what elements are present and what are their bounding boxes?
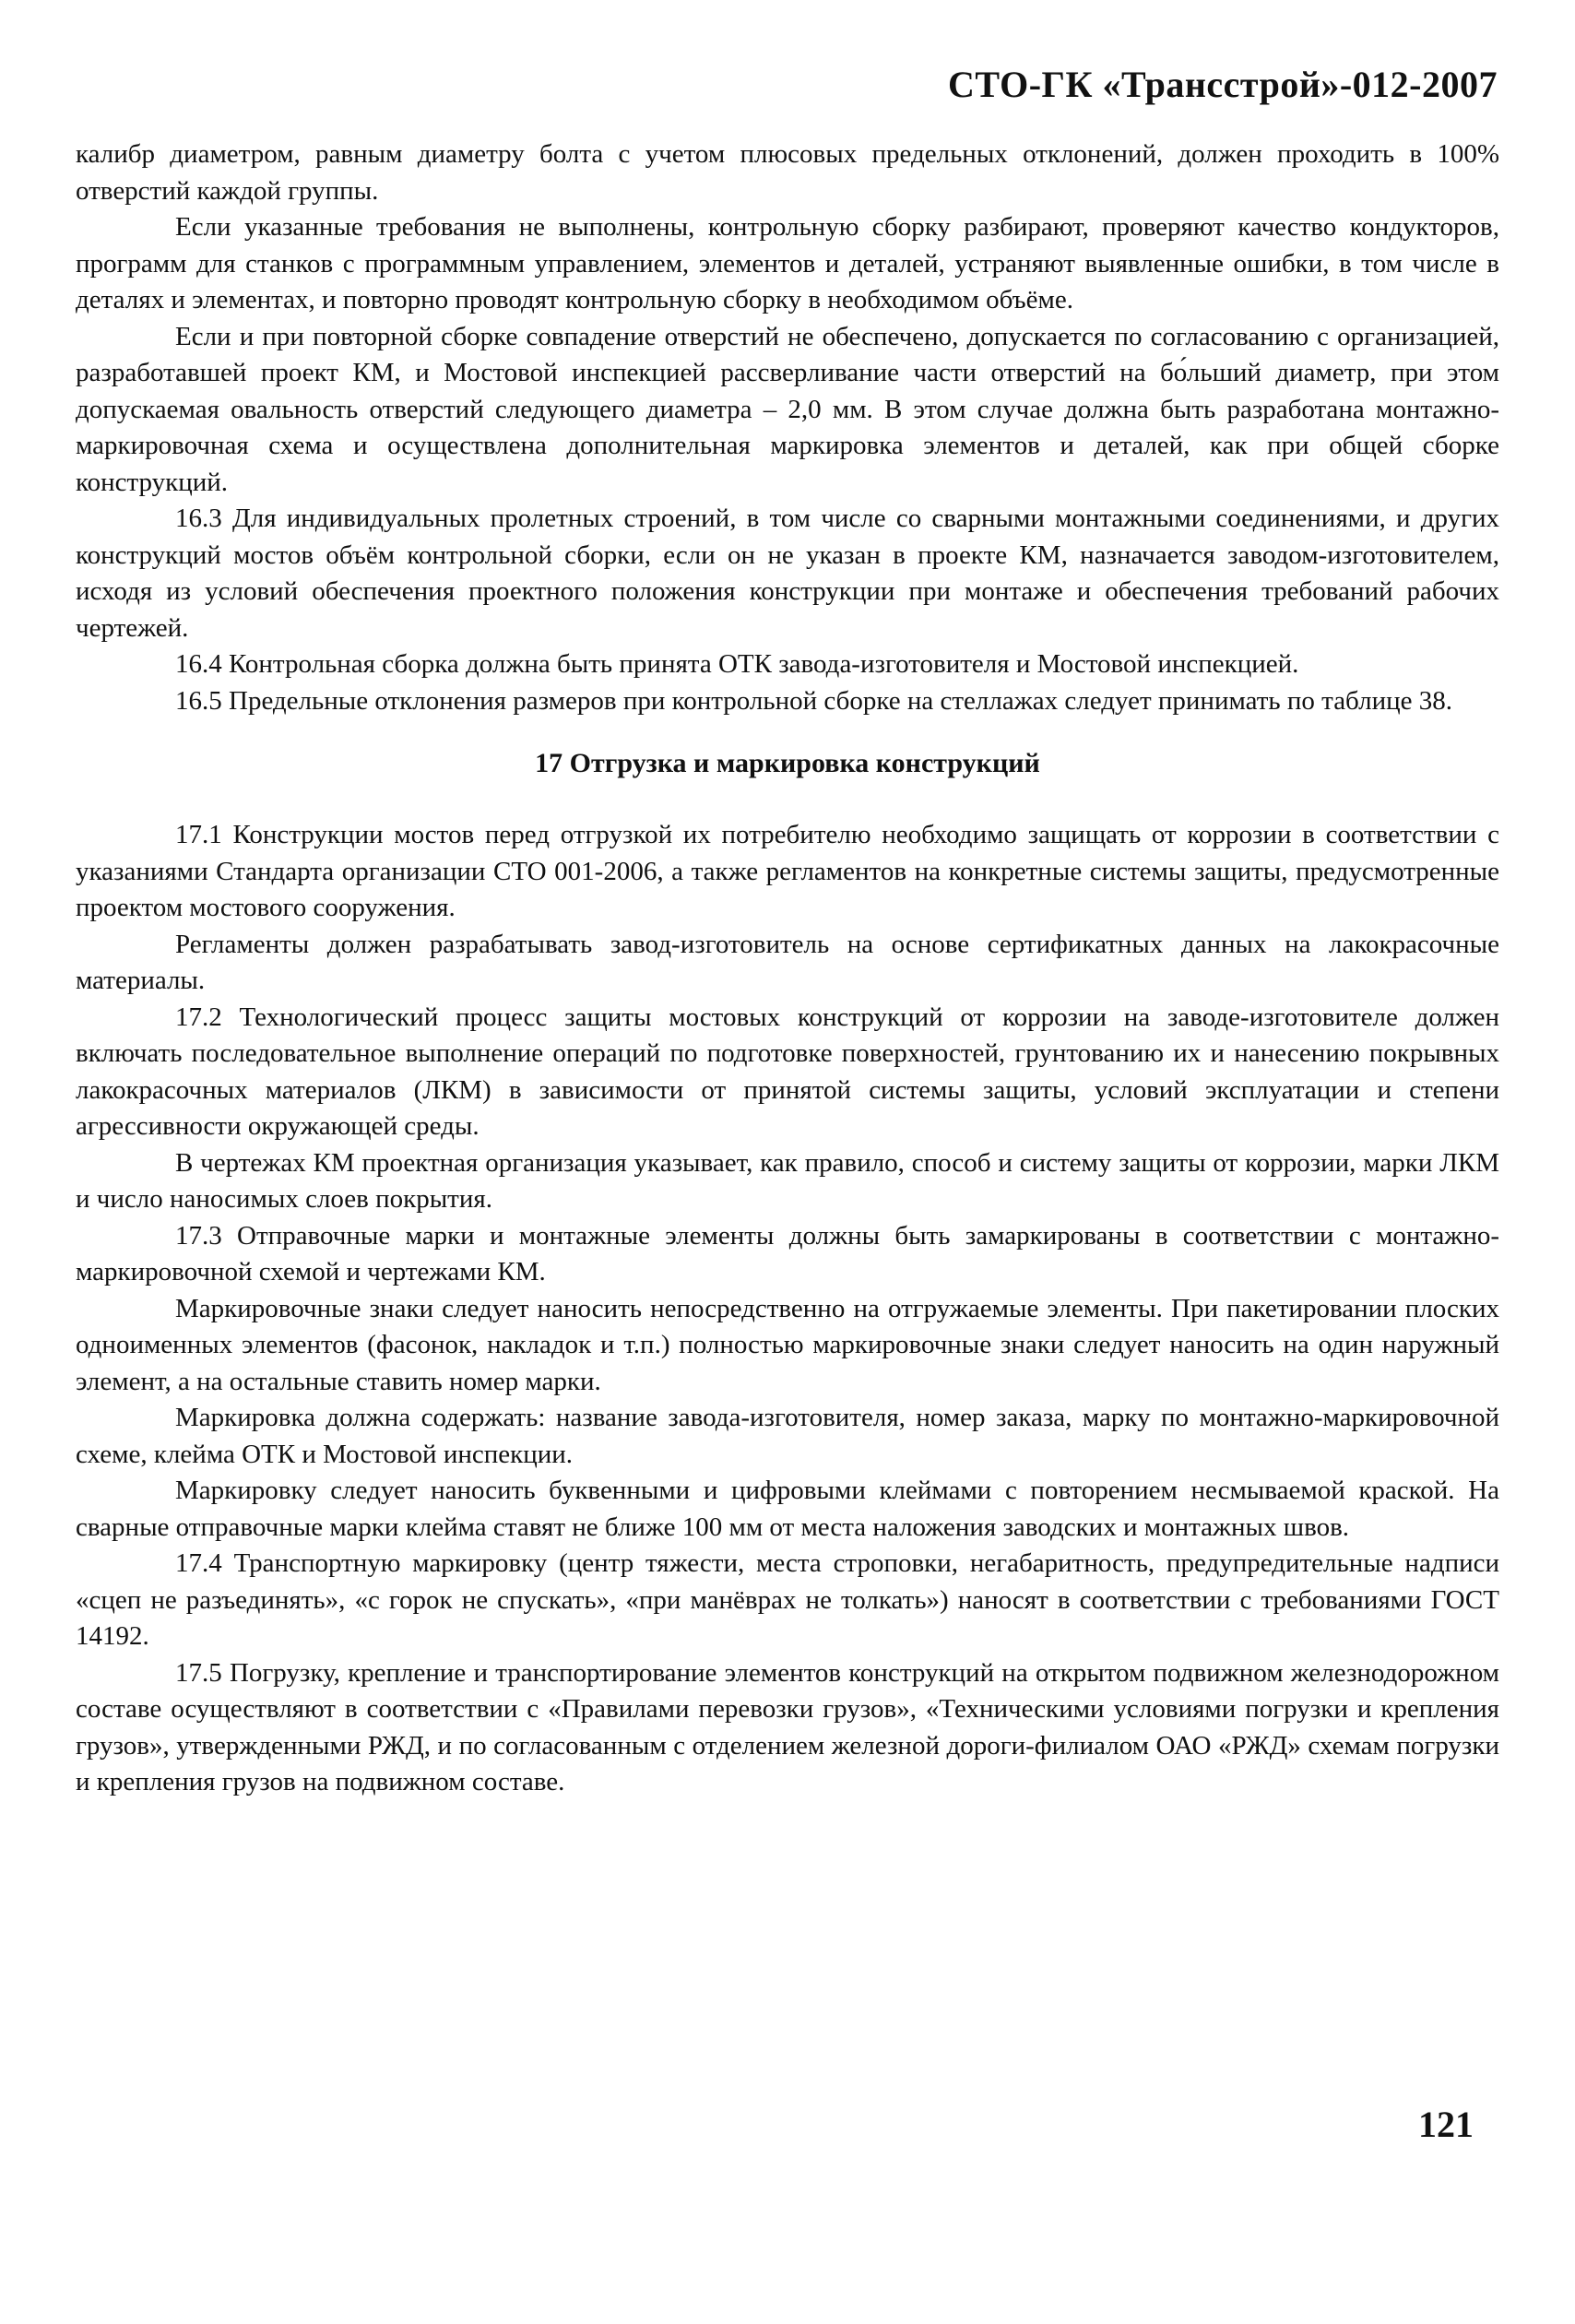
paragraph: Если и при повторной сборке совпадение отверстий не обеспечено, допускается по согласованию с организацией, разработавшей проект КМ, и Мостовой инспекцией рассверливание части отверстий на бо́льший диаметр, при этом допускаемая овальность отверстий следующего диаметра – 2,0 мм. В этом случае должна быть разработана монтажно-маркировочная схема и осуществлена дополнительная маркировка элементов и деталей, как при общей сборке конструкций. [76, 321, 1499, 497]
section-title: 17 Отгрузка и маркировка конструкций [535, 748, 1040, 778]
paragraph-16-4: 16.4 Контрольная сборка должна быть принята ОТК завода-изготовителя и Мостовой инспекцией. [175, 649, 1299, 679]
paragraph: Регламенты должен разрабатывать завод-изготовитель на основе сертификатных данных на лакокрасочные материалы. [76, 929, 1499, 995]
page-body [76, 136, 1499, 1801]
paragraph-17-3: 17.3 Отправочные марки и монтажные элементы должны быть замаркированы в соответствии с монтажно-маркировочной схемой и чертежами КМ. [76, 1220, 1499, 1286]
paragraph-17-2: 17.2 Технологический процесс защиты мостовых конструкций от коррозии на заводе-изготовителе должен включать последовательное выполнение операций по подготовке поверхностей, грунтованию их и нанесению покрывных лакокрасочных материалов (ЛКМ) в зависимости от принятой системы защиты, условий эксплуатации и степени агрессивности окружающей среды. [76, 1002, 1499, 1141]
paragraph-17-1: 17.1 Конструкции мостов перед отгрузкой их потребителю необходимо защищать от коррозии в соответствии с указаниями Стандарта организации СТО 001-2006, а также регламентов на конкретные системы защиты, предусмотренные проектом мостового сооружения. [76, 820, 1499, 922]
paragraph: Если указанные требования не выполнены, контрольную сборку разбирают, проверяют качество кондукторов, программ для станков с программным управлением, элементов и деталей, устраняют выявленные ошибки, в том числе в деталях и элементах, и повторно проводят контрольную сборку в необходимом объёме. [76, 212, 1499, 314]
paragraph-17-4: 17.4 Транспортную маркировку (центр тяжести, места строповки, негабаритность, предупредительные надписи «сцеп не разъединять», «с горок не спускать», «при манёврах не толкать») наносят в соответствии с требованиями ГОСТ 14192. [76, 1548, 1499, 1651]
paragraph: Маркировочные знаки следует наносить непосредственно на отгружаемые элементы. При пакетировании плоских одноименных элементов (фасонок, накладок и т.п.) полностью маркировочные знаки следует наносить на один наружный элемент, а на остальные ставить номер марки. [76, 1293, 1499, 1396]
paragraph: калибр диаметром, равным диаметру болта с учетом плюсовых предельных отклонений, должен проходить в 100% отверстий каждой группы. [76, 139, 1499, 206]
paragraph-17-5: 17.5 Погрузку, крепление и транспортирование элементов конструкций на открытом подвижном железнодорожном составе осуществляют в соответствии с «Правилами перевозки грузов», «Техническими условиями погрузки и крепления грузов», утвержденными РЖД, и по согласованным с отделением железной дороги-филиалом ОАО «РЖД» схемам погрузки и крепления грузов на подвижном составе. [76, 1657, 1499, 1796]
paragraph: Маркировку следует наносить буквенными и цифровыми клеймами с повторением несмываемой краской. На сварные отправочные марки клейма ставят не ближе 100 мм от места наложения заводских и монтажных швов. [76, 1476, 1499, 1542]
paragraph: В чертежах КМ проектная организация указывает, как правило, способ и систему защиты от коррозии, марки ЛКМ и число наносимых слоев покрытия. [76, 1147, 1499, 1214]
paragraph-16-5: 16.5 Предельные отклонения размеров при контрольной сборке на стеллажах следует принимать по таблице 38. [175, 685, 1452, 716]
paragraph: Маркировка должна содержать: название завода-изготовителя, номер заказа, марку по монтажно-маркировочной схеме, клейма ОТК и Мостовой инспекции. [76, 1403, 1499, 1469]
document-header: СТО-ГК «Трансстрой»-012-2007 [948, 64, 1498, 105]
page-number: 121 [1418, 2104, 1474, 2145]
paragraph-16-3: 16.3 Для индивидуальных пролетных строений, в том числе со сварными монтажными соединениями, и других конструкций мостов объём контрольной сборки, если он не указан в проекте КМ, назначается заводом-изготовителем, исходя из условий обеспечения проектного положения конструкции при монтаже и обеспечения требований рабочих чертежей. [76, 504, 1499, 643]
